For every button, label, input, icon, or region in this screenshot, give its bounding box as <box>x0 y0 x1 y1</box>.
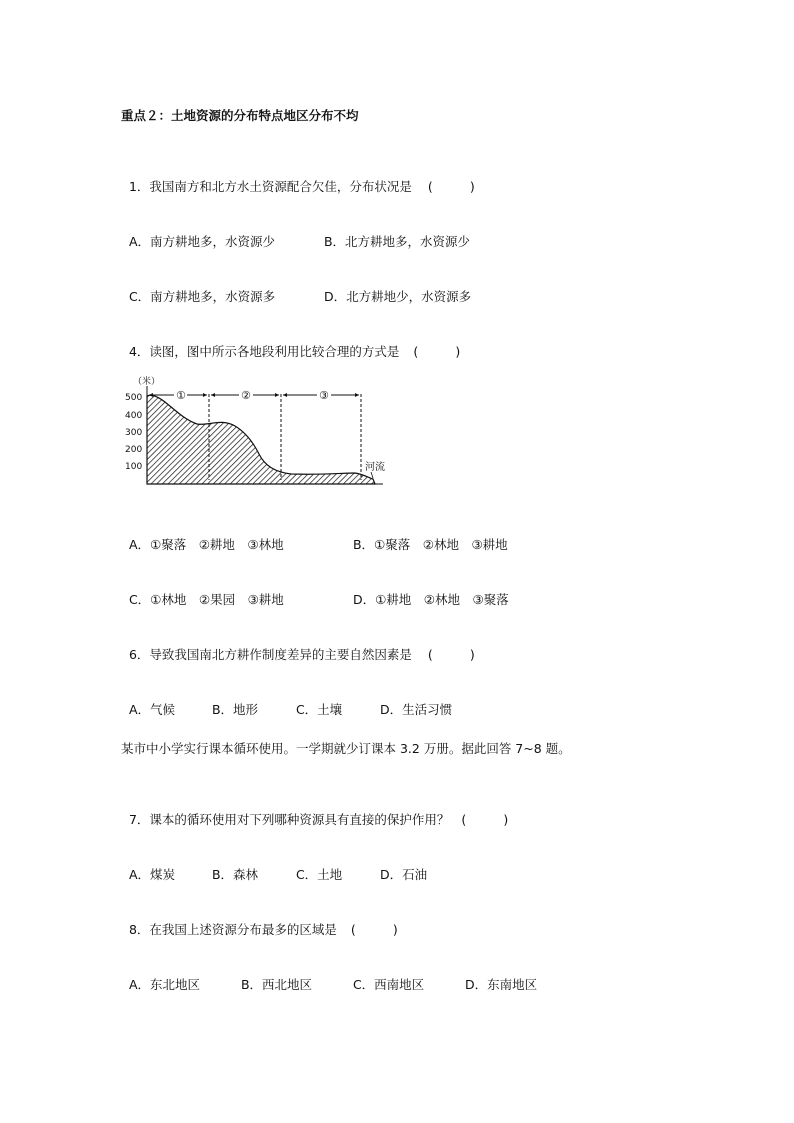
answer-paren-close: ) <box>469 179 475 194</box>
question-1-options-row-1 <box>121 218 470 250</box>
option-d: D．石油 <box>379 867 428 882</box>
answer-paren-open: ( <box>350 922 356 937</box>
river-label: 河流 <box>365 462 385 473</box>
reading-passage: 某市中小学实行课本循环使用。一学期就少订课本 3.2 万册。据此回答 7~8 题。 <box>121 741 571 756</box>
answer-paren-open: ( <box>461 812 467 827</box>
question-1-options-row-2 <box>121 273 471 305</box>
option-a: A．南方耕地多，水资源少 <box>128 234 276 249</box>
y-tick-400: 400 <box>125 411 143 421</box>
option-c: C．南方耕地多，水资源多 <box>128 289 276 304</box>
option-d: D．北方耕地少，水资源多 <box>323 289 472 304</box>
option-d: D．①耕地 ②林地 ③聚落 <box>352 592 509 607</box>
answer-paren-open: ( <box>427 647 433 662</box>
answer-paren-close: ) <box>392 922 398 937</box>
option-c: C．土地 <box>295 867 343 882</box>
question-1-stem <box>121 163 475 195</box>
option-a: A．东北地区 <box>128 977 201 992</box>
answer-paren-open: ( <box>413 344 419 359</box>
question-4-options-row-2 <box>121 576 509 608</box>
option-d: D．生活习惯 <box>379 702 453 717</box>
option-a: A．煤炭 <box>128 867 176 882</box>
question-4-options-row-1 <box>121 521 508 553</box>
terrain-profile-figure <box>121 372 391 488</box>
question-7-options <box>121 851 427 883</box>
option-b: B．森林 <box>211 867 259 882</box>
option-c: C．土壤 <box>295 702 343 717</box>
y-tick-500: 500 <box>125 393 143 403</box>
answer-paren-close: ) <box>503 812 509 827</box>
answer-paren-close: ) <box>469 647 475 662</box>
question-7-stem <box>121 796 508 828</box>
option-b: B．西北地区 <box>240 977 313 992</box>
question-8-options <box>121 961 537 993</box>
option-d: D．东南地区 <box>464 977 538 992</box>
question-stem-text: 7．课本的循环使用对下列哪种资源具有直接的保护作用？ <box>128 812 450 827</box>
option-a: A．①聚落 ②耕地 ③林地 <box>128 537 284 552</box>
question-stem-text: 1．我国南方和北方水土资源配合欠佳，分布状况是 <box>128 179 412 194</box>
y-tick-300: 300 <box>125 428 143 438</box>
question-stem-text: 8．在我国上述资源分布最多的区域是 <box>128 922 337 937</box>
option-b: B．北方耕地多，水资源少 <box>323 234 471 249</box>
option-c: C．西南地区 <box>352 977 425 992</box>
y-tick-100: 100 <box>125 462 143 472</box>
question-6-stem <box>121 631 475 663</box>
option-c: C．①林地 ②果园 ③耕地 <box>128 592 284 607</box>
question-4-stem <box>121 328 460 360</box>
option-a: A．气候 <box>128 702 176 717</box>
question-8-stem <box>121 906 398 938</box>
question-6-options <box>121 686 452 718</box>
segment-label-3: ③ <box>319 389 329 402</box>
answer-paren-close: ) <box>455 344 461 359</box>
option-b: B．①聚落 ②林地 ③耕地 <box>352 537 508 552</box>
answer-paren-open: ( <box>427 179 433 194</box>
question-stem-text: 6．导致我国南北方耕作制度差异的主要自然因素是 <box>128 647 412 662</box>
segment-label-2: ② <box>241 389 251 402</box>
terrain-profile <box>147 395 375 484</box>
y-axis-unit: （米） <box>133 377 161 387</box>
segment-label-1: ① <box>176 389 186 402</box>
option-b: B．地形 <box>211 702 259 717</box>
section-heading: 重点２：土地资源的分布特点地区分布不均 <box>121 108 359 123</box>
y-tick-200: 200 <box>125 445 143 455</box>
question-stem-text: 4．读图，图中所示各地段利用比较合理的方式是 <box>128 344 400 359</box>
